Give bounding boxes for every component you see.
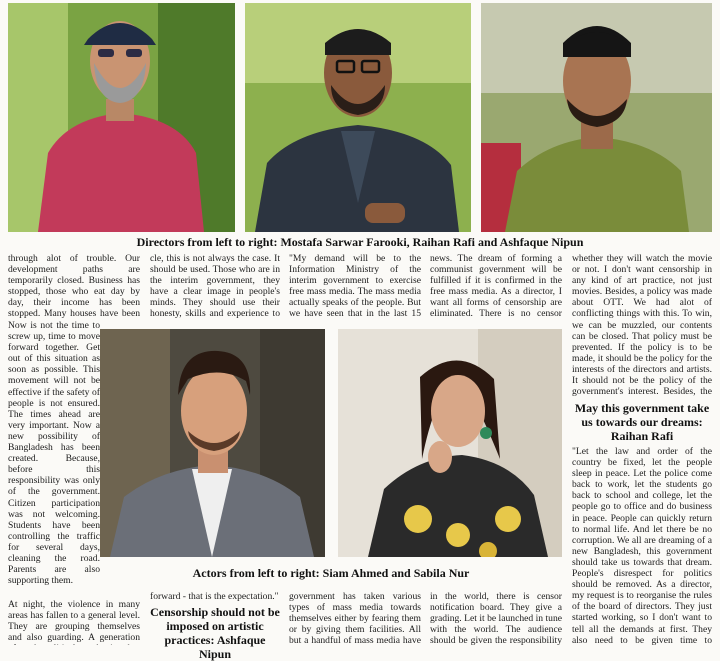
photo-raihan-rafi: [245, 3, 471, 232]
actors-caption: Actors from left to right: Siam Ahmed and Sabila Nur: [192, 566, 470, 580]
ashfaque-nipun-portrait-image: [481, 3, 712, 232]
photo-siam-ahmed: [100, 329, 325, 557]
article-column-3-bottom: government has taken various types of mass media towards themselves either by fearing them or by giving them facilities. All but a handful of mass media have: [289, 591, 421, 647]
article-column-2-top: cle, this is not always the case. It should be used. Those who are in the interim government, they have a clear image in people's minds. They should use their honesty, skills and experience to: [150, 253, 280, 319]
article-column-3-top: "My demand will be to the Information Ministry of the interim government to exercise free mass media. The mass media actually speaks of the people. But we have seen that in the last 15: [289, 253, 421, 319]
article-column-2-lead: forward - that is the expectation.": [150, 591, 279, 602]
sabila-nur-portrait-image: [338, 329, 562, 557]
article-column-5-bottom: "Let the law and order of the country be fixed, let the people sleep in peace. Let the police come back to work, let the students go back to school and college, let the people go to office and do business in peace. People can quickly return to normal life. And let there be no corruption. We all are dreaming of a new Bangladesh, this government should take us towards that dream. People's disrespect for politics should be removed. As a director, my request is to reorganise the rules of the board of directors. They just started working, so I don't want to tell all the demands at first. They also need to be given time to: [572, 446, 712, 646]
article-column-1-narrow: Now is not the time to screw up, time to move forward together. Get out of this situation as soon as possible. This movement will not be effective if the safety of people is not ensured. The times ahead are very important. Now a new possibility of Bangladesh has been created. Because, before this responsibility was only of the government. Citizen participation was not welcoming. Students have been controlling the traffic for several days, cleaning the road. Parents are also supporting them.: [8, 320, 100, 587]
raihan-rafi-subheading: May this government take us towards our dreams: Raihan Rafi: [574, 401, 710, 443]
photo-ashfaque-nipun: [481, 3, 712, 232]
raihan-rafi-portrait-image: [245, 3, 471, 232]
directors-caption: Directors from left to right: Mostafa Sarwar Farooki, Raihan Rafi and Ashfaque Nipun: [136, 235, 584, 249]
article-column-1-top: through alot of trouble. Our development paths are temporarily closed. Business has stopped, those who eat day by day, their income has been stopped. Many houses have been: [8, 253, 140, 319]
photo-farooki: [8, 3, 235, 232]
siam-ahmed-portrait-image: [100, 329, 325, 557]
article-column-5-top: whether they will watch the movie or not. I don't want censorship in any kind of art practice, not just movies. Besides, a policy was made about OTT. We had alot of conflicting things with this. To win, we can be muzzled, our contents can be closed. That policy must be prevented. If the policy is to be made, it should be the policy for the interests of the directors and artists. It should not be the policy of the government's interest. Besides, the: [572, 253, 712, 398]
article-column-4-bottom: in the world, there is censor notification board. They give a grading. Let it be launched in tune with the world. The audience should be given the responsibility: [430, 591, 562, 647]
farooki-portrait-image: [8, 3, 235, 232]
photo-sabila-nur: [338, 329, 562, 557]
censorship-subheading: Censorship should not be imposed on artistic practices: Ashfaque Nipun: [150, 605, 280, 661]
article-column-1-bottom: At night, the violence in many areas has fallen to a general level. They are grouping themselves and also guarding. A generation: [8, 599, 140, 644]
article-column-4-top: news. The dream of forming a communist government will be fulfilled if it is confirmed in the free mass media. As a director, I want all forms of censorship are eliminated. There is no censor: [430, 253, 562, 319]
